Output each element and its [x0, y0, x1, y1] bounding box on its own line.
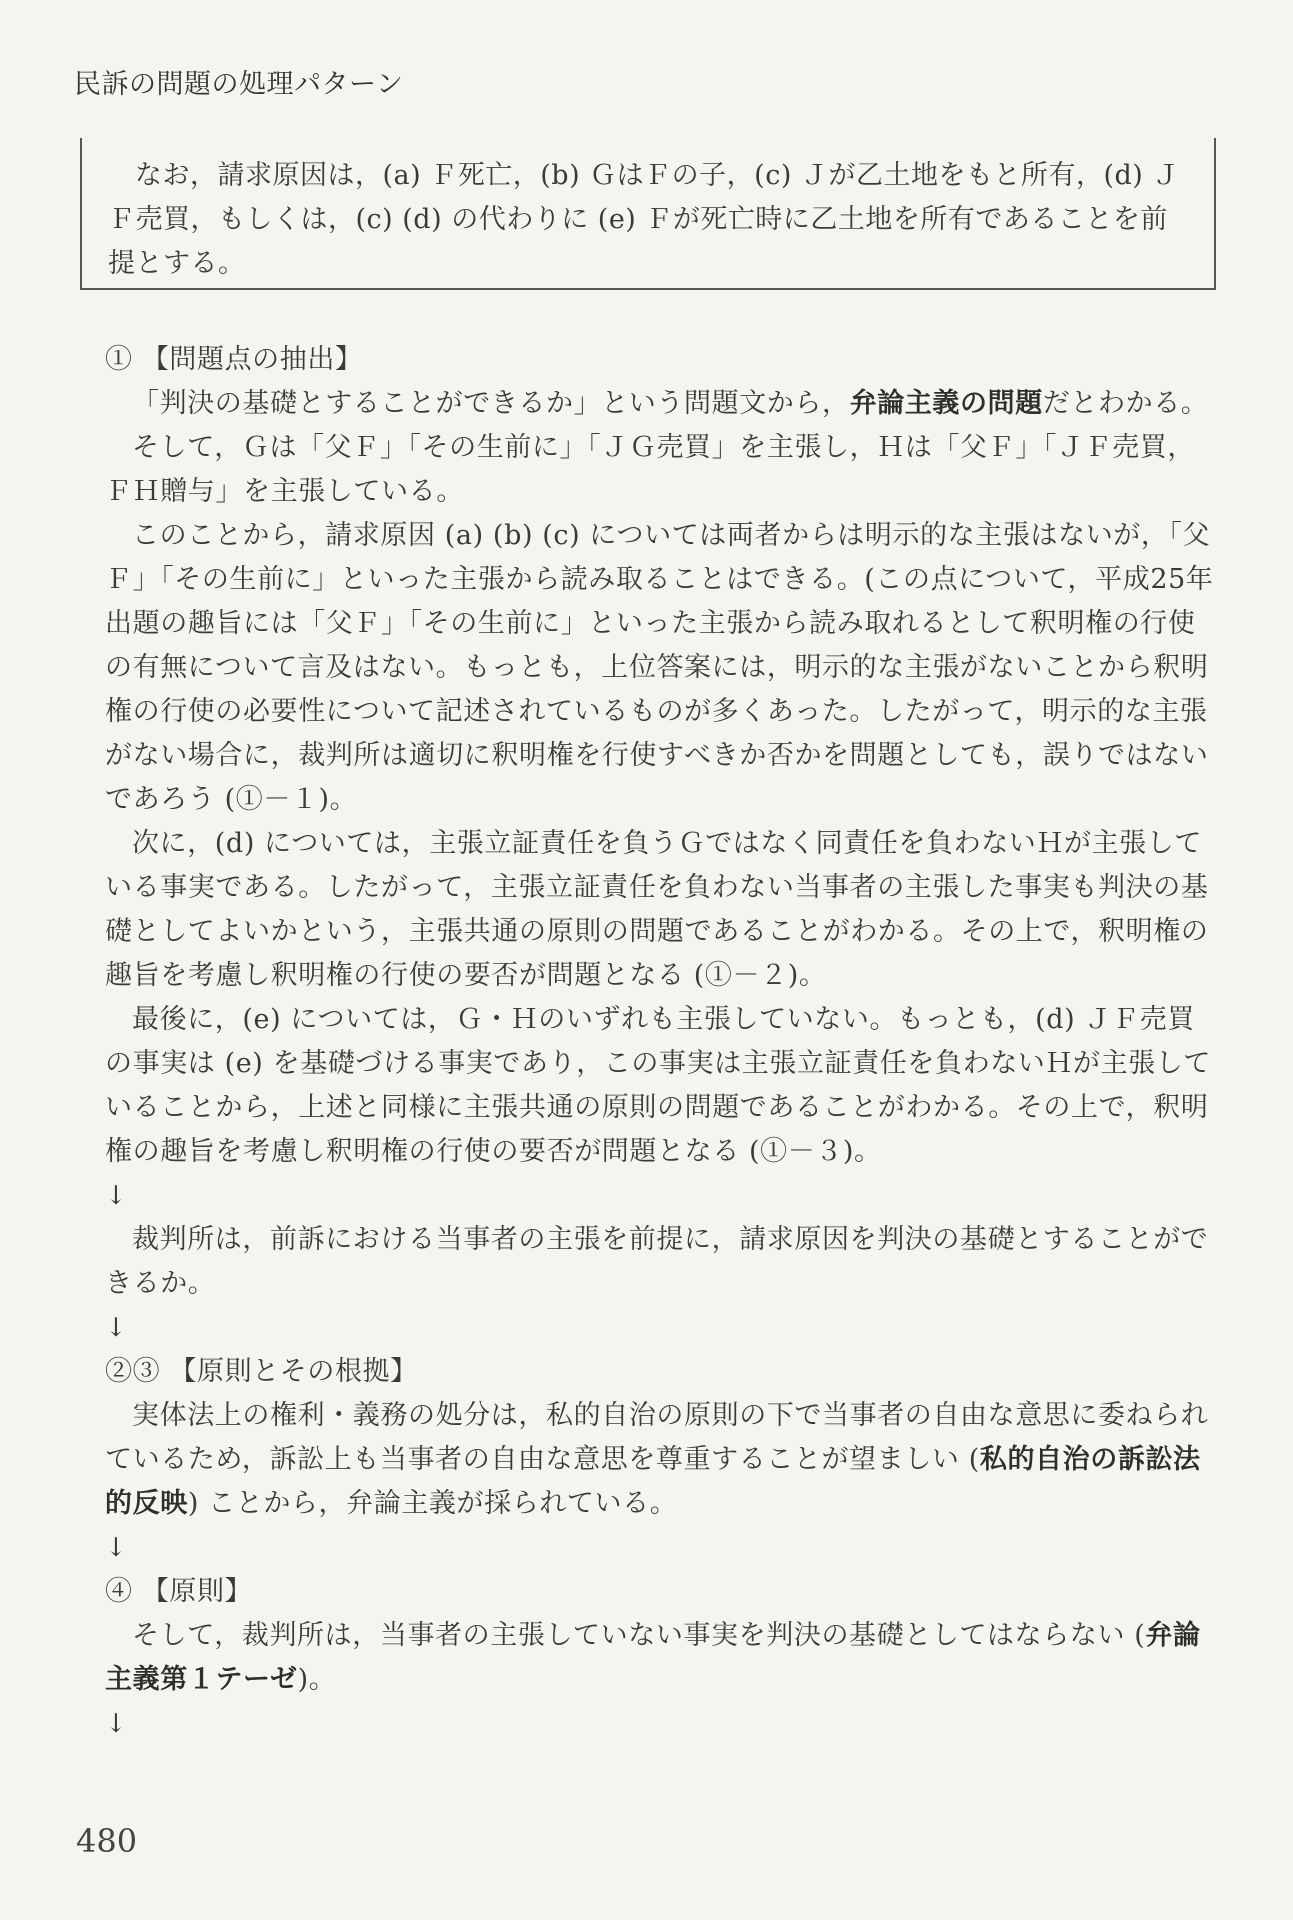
- section1-paragraph-4: 次に，(d) については，主張立証責任を負うＧではなく同責任を負わないＨが主張している事実である。したがって，主張立証責任を負わない当事者の主張した事実も判決の基礎としてよいかという，主張共通の原則の問題であることがわかる。その上で，釈明権の趣旨を考慮し釈明権の行使の要否が問題となる (①－２)。: [105, 828, 1209, 991]
- flow-arrow-3: ↓: [105, 1533, 128, 1563]
- flow-arrow-2: ↓: [105, 1313, 128, 1343]
- section1-paragraph-2: そして，Ｇは「父Ｆ」「その生前に」「ＪＧ売買」を主張し，Ｈは「父Ｆ」「ＪＦ売買，ＦＨ贈与」を主張している。: [105, 432, 1195, 507]
- section1-paragraph-3: このことから，請求原因 (a) (b) (c) については両者からは明示的な主張はないが，「父Ｆ」「その生前に」といった主張から読み取ることはできる。(この点について，平成25年出題の趣旨には「父Ｆ」「その生前に」といった主張から読み取れるとして釈明権の行使の有無について言及はない。もっとも，上位答案には，明示的な主張がないことから釈明権の行使の必要性について記述されているものが多くあった。したがって，明示的な主張がない場合に，裁判所は適切に釈明権を行使すべきか否かを問題としても，誤りではないであろう (①－１)。: [105, 520, 1214, 815]
- emphasis-bold: 私的自治の訴訟法的反映: [105, 1444, 1201, 1519]
- section23-heading: ②③ 【原則とその根拠】: [105, 1356, 418, 1387]
- emphasis-bold: 弁論主義の問題: [849, 388, 1043, 419]
- text-run: そして，裁判所は，当事者の主張していない事実を判決の基礎としてはならない (: [132, 1620, 1146, 1651]
- section1-paragraph-5: 最後に，(e) については，Ｇ・Ｈのいずれも主張していない。もっとも，(d) ＪＦ売買の事実は (e) を基礎づける事実であり，この事実は主張立証責任を負わないＨが主張していることから，上述と同様に主張共通の原則の問題であることがわかる。その上で，釈明権の趣旨を考慮し釈明権の行使の要否が問題となる (①－３)。: [105, 1004, 1212, 1167]
- section4-paragraph: [105, 1614, 1217, 1702]
- main-content: [105, 338, 1217, 1746]
- section1-paragraph-1: [105, 382, 1217, 426]
- running-header: 民訴の問題の処理パターン: [74, 69, 404, 100]
- page-number: 480: [76, 1822, 138, 1860]
- text-run: ) ことから，弁論主義が採られている。: [187, 1488, 678, 1519]
- text-run: 「判決の基礎とすることができるか」という問題文から，: [132, 388, 850, 419]
- text-run: だとわかる。: [1042, 388, 1209, 419]
- issue-statement: 裁判所は，前訴における当事者の主張を前提に，請求原因を判決の基礎とすることができるか。: [105, 1224, 1209, 1299]
- section4-heading: ④ 【原則】: [105, 1576, 253, 1607]
- flow-arrow-4: ↓: [105, 1709, 128, 1739]
- emphasis-bold: 弁論主義第１テーゼ: [105, 1620, 1201, 1695]
- text-run: 実体法上の権利・義務の処分は，私的自治の原則の下で当事者の自由な意思に委ねられているため，訴訟上も当事者の自由な意思を尊重することが望ましい (: [105, 1400, 1209, 1475]
- section23-paragraph: [105, 1394, 1217, 1526]
- text-run: )。: [297, 1664, 337, 1695]
- premise-box: [80, 138, 1216, 290]
- flow-arrow-1: ↓: [105, 1181, 128, 1211]
- premise-text: なお，請求原因は，(a) Ｆ死亡，(b) ＧはＦの子，(c) Ｊが乙土地をもと所有，(d) ＪＦ売買，もしくは，(c) (d) の代わりに (e) Ｆが死亡時に乙土地を所有であることを前提とする。: [108, 160, 1180, 279]
- section1-heading: ① 【問題点の抽出】: [105, 344, 363, 375]
